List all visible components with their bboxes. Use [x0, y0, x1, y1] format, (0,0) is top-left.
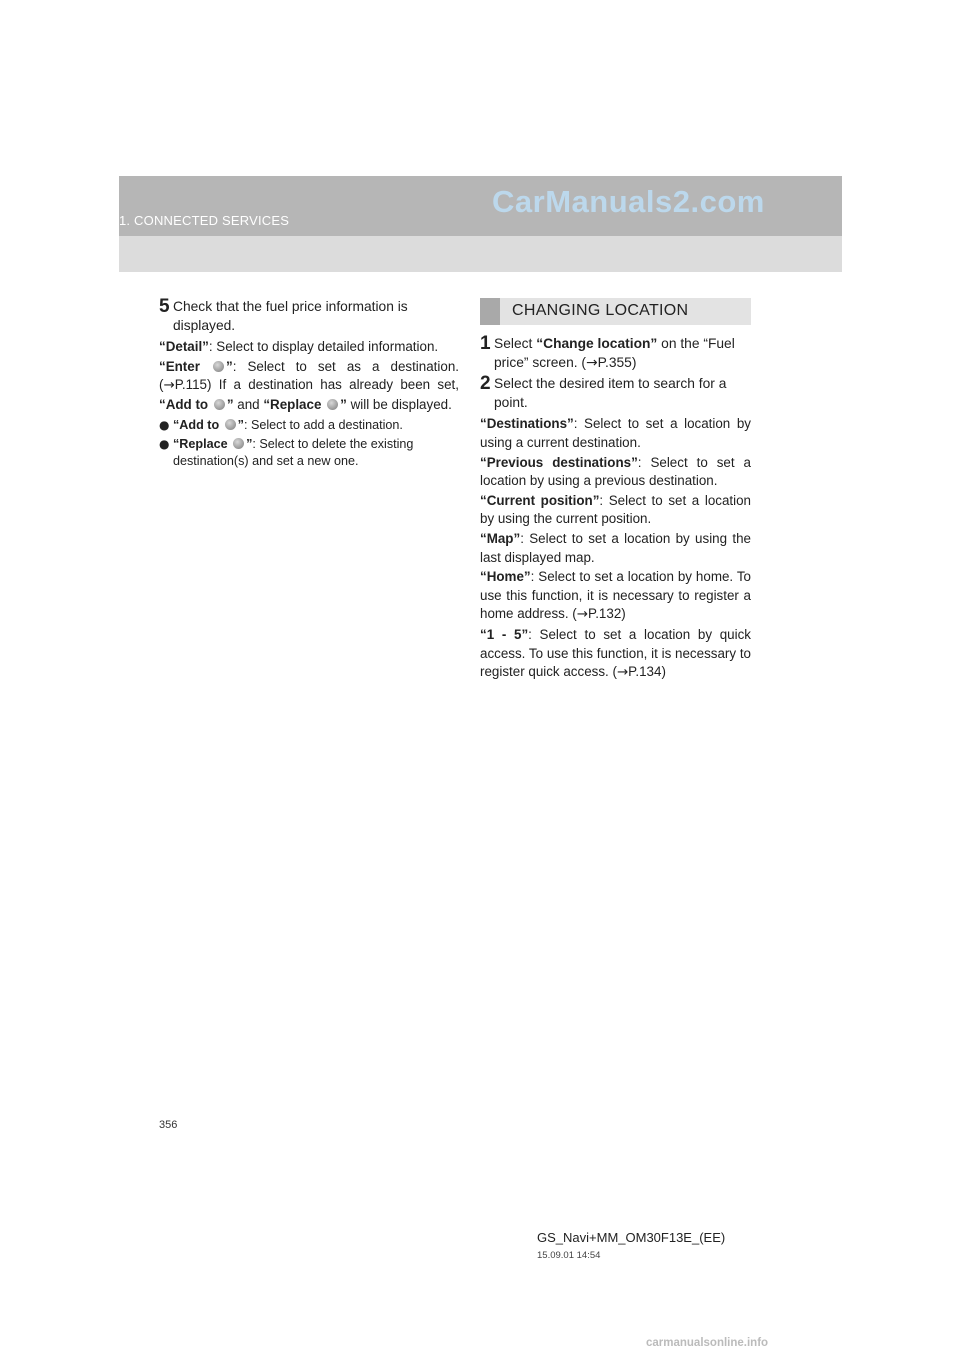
- step-text: Select “Change location” on the “Fuel price” screen. (→P.355): [494, 336, 735, 371]
- destination-icon: [327, 399, 338, 410]
- step-number: 5: [159, 296, 170, 317]
- detail-term: “Detail”: [159, 339, 209, 355]
- step-number: 1: [480, 333, 491, 354]
- bullet-text: “Replace ”: Select to delete the existing destination(s) and set a new one.: [173, 436, 414, 468]
- bullet-add-to: [159, 417, 459, 434]
- arrow-icon: →: [616, 665, 629, 681]
- destination-icon: [213, 361, 224, 372]
- section-label: 1. CONNECTED SERVICES: [119, 213, 290, 228]
- item-map: “Map”: Select to set a location by using the last displayed map.: [480, 530, 751, 565]
- watermark-top[interactable]: CarManuals2.com: [492, 184, 765, 219]
- replace-term: “Replace ”: [263, 396, 347, 412]
- step-text: Check that the fuel price information is displayed.: [173, 299, 408, 333]
- enter-text-c: will be displayed.: [350, 396, 452, 412]
- section-heading-bar: [480, 298, 751, 325]
- step-number: 2: [480, 373, 491, 395]
- document-code: GS_Navi+MM_OM30F13E_(EE): [537, 1230, 726, 1245]
- item-previous-destinations: “Previous destinations”: Select to set a location by using a previous destination.: [480, 454, 752, 489]
- item-home: “Home”: Select to set a location by home. To use this function, it is necessary to register a home address. (→P.132): [480, 569, 751, 623]
- destination-icon: [214, 399, 225, 410]
- enter-term: “Enter ”: [159, 358, 233, 374]
- enter-paragraph: [159, 358, 459, 415]
- bullet-icon: ●: [159, 417, 170, 432]
- bullet-icon: ●: [159, 436, 170, 451]
- header-subband: [119, 236, 842, 272]
- arrow-icon: →: [576, 607, 588, 623]
- enter-text-b: P.115) If a destination has already been set,: [174, 377, 459, 393]
- page-number: 356: [159, 1119, 178, 1131]
- step-1: [480, 335, 751, 372]
- bullet-replace: [159, 436, 459, 470]
- watermark-bottom[interactable]: carmanualsonline.info: [646, 1337, 769, 1349]
- destination-icon: [225, 419, 236, 430]
- arrow-icon: →: [163, 378, 175, 394]
- item-quick-access: “1 - 5”: Select to set a location by quick access. To use this function, it is necessary to register quick access. (→P.134): [480, 626, 751, 681]
- section-bar-mark: [480, 298, 500, 325]
- left-column: [159, 298, 459, 470]
- detail-text: : Select to display detailed information.: [208, 339, 439, 355]
- arrow-icon: →: [586, 354, 598, 371]
- and-text: and: [237, 396, 260, 412]
- add-to-term: “Add to ”: [159, 396, 234, 412]
- step-2: [480, 375, 751, 412]
- step-5: [159, 298, 459, 335]
- document-date: 15.09.01 14:54: [537, 1250, 601, 1261]
- item-destinations: “Destinations”: Select to set a location by using a current destination.: [480, 416, 751, 450]
- bullet-text: “Add to ”: Select to add a destination.: [173, 417, 403, 432]
- destination-icon: [233, 438, 244, 449]
- enter-text-a: : Select to set as a destination. (: [159, 358, 459, 393]
- right-column: [480, 298, 751, 684]
- item-current-position: “Current position”: Select to set a location by using the current position.: [480, 492, 751, 527]
- step-text: Select the desired item to search for a point.: [494, 376, 727, 410]
- section-title: CHANGING LOCATION: [512, 302, 689, 320]
- detail-paragraph: [159, 338, 459, 357]
